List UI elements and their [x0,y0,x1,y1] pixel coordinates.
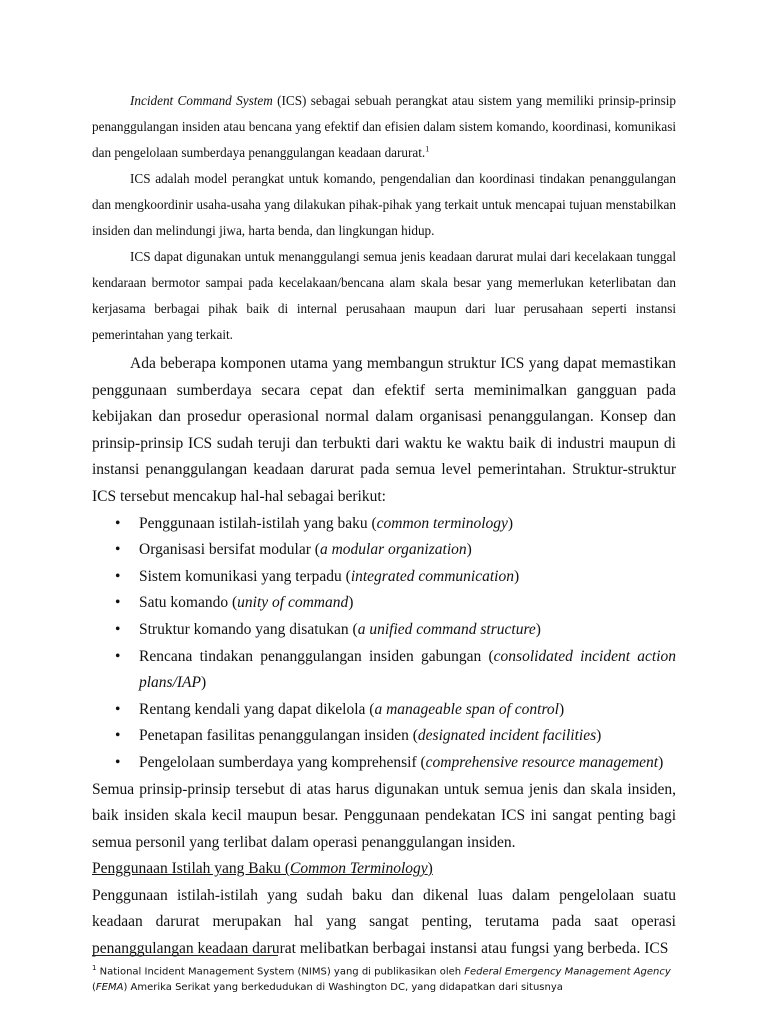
paragraph-ics-components: Ada beberapa komponen utama yang membangun struktur ICS yang dapat memastikan penggunaan sumberdaya secara cepat dan efektif serta meminimalkan gangguan pada kebijakan dan prosedur operasional normal dalam organisasi penanggulangan. Konsep dan prinsip-prinsip ICS sudah teruji dan terbukti dari waktu ke waktu baik di industri maupun di instansi penanggulangan keadaan darurat pada semua level pemerintahan. Struktur-struktur ICS tersebut mencakup hal-hal sebagai berikut: [92,355,676,505]
paragraph-ics-definition: ICS adalah model perangkat untuk komando, pengendalian dan koordinasi tindakan penanggulangan dan mengkoordinir usaha-usaha yang dilakukan pihak-pihak yang terkait untuk mencapai tujuan menstabilkan insiden dan melindungi jiwa, harta benda, dan lingkungan hidup. [92,171,676,238]
bullet-symbol: • [115,753,121,771]
term-ics: Incident Command System [130,93,273,108]
bullet-symbol: • [115,541,121,559]
footnote-number: 1 [92,964,97,972]
ics-structure-list [92,511,676,777]
footnote: $^1$ National Incident Management System (NIMS) yang di publikasikan oleh Federal Emergency Management Agency (FEMA) Amerika Serikat yang berkedudukan di Washington DC, yang didapatkan dari situsnya [92,964,671,994]
section-heading-common-terminology: Penggunaan Istilah yang Baku (Common Terminology) [92,860,433,878]
footnote-reference[interactable]: 1 [425,144,430,154]
bullet-symbol: • [115,647,121,665]
list-item: • Rencana tindakan penanggulangan insiden gabungan (consolidated incident action plans/IAP) [92,644,676,697]
paragraph-ics-usage: ICS dapat digunakan untuk menanggulangi semua jenis keadaan darurat mulai dari kecelakaan tunggal kendaraan bermotor sampai pada kecelakaan/bencana alam skala besar yang memerlukan keterlibatan dan kerjasama berbagai pihak baik di internal perusahaan maupun dari luar perusahaan seperti instansi pemerintahan yang terkait. [92,249,676,342]
footnote-divider [92,955,278,956]
list-item: • Satu komando (unity of command) [92,590,676,617]
bullet-symbol: • [115,727,121,745]
paragraph-principles-summary: Semua prinsip-prinsip tersebut di atas harus digunakan untuk semua jenis dan skala insiden, baik insiden skala kecil maupun besar. Penggunaan pendekatan ICS ini sangat penting bagi semua personil yang terlibat dalam operasi penanggulangan insiden. [92,780,676,851]
bullet-symbol: • [115,514,121,532]
list-item: • Rentang kendali yang dapat dikelola (a manageable span of control) [92,697,676,724]
list-item: • Organisasi bersifat modular (a modular organization) [92,537,676,564]
paragraph-ics-intro [92,88,676,166]
bullet-symbol: • [115,620,121,638]
list-item: • Struktur komando yang disatukan (a unified command structure) [92,617,676,644]
paragraph-common-terminology: Penggunaan istilah-istilah yang sudah baku dan dikenal luas dalam pengelolaan suatu keadaan darurat merupakan hal yang sangat penting, terutama pada saat operasi penanggulangan keadaan darurat melibatkan berbagai instansi atau fungsi yang berbeda. ICS [92,886,676,958]
list-item: • Penetapan fasilitas penanggulangan insiden (designated incident facilities) [92,723,676,750]
document-body [92,88,676,963]
bullet-symbol: • [115,700,121,718]
bullet-symbol: • [115,567,121,585]
paragraph-ics-intro-text: (ICS) sebagai sebuah perangkat atau sistem yang memiliki prinsip-prinsip penanggulangan insiden atau bencana yang efektif dan efisien dalam sistem komando, koordinasi, komunikasi dan pengelolaan sumberdaya penanggulangan keadaan darurat. [92,93,676,160]
list-item: • Sistem komunikasi yang terpadu (integrated communication) [92,564,676,591]
list-item: • Penggunaan istilah-istilah yang baku (common terminology) [92,511,676,538]
bullet-symbol: • [115,594,121,612]
list-item: • Pengelolaan sumberdaya yang komprehensif (comprehensive resource management) [92,750,676,777]
